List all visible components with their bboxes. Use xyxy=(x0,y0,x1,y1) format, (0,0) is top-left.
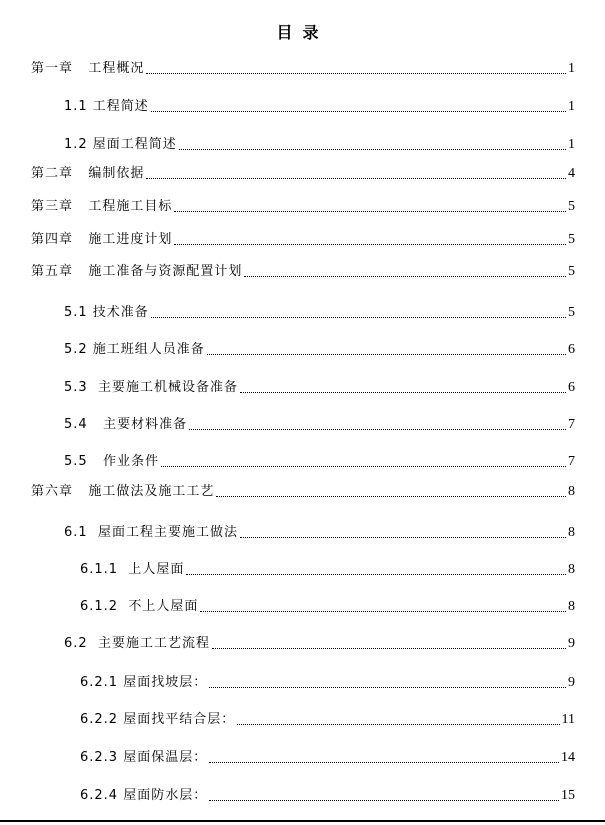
toc-entry-text: 6.2.1 屋面找坡层： xyxy=(80,675,208,690)
toc-entry-5-4[interactable] xyxy=(64,414,575,434)
toc-page-number: 9 xyxy=(568,675,575,690)
bottom-rule xyxy=(0,820,605,822)
dot-leader xyxy=(244,276,566,277)
dot-leader xyxy=(209,762,559,763)
toc-entry-text: 1.1 工程简述 xyxy=(64,99,149,114)
toc-entry-text: 第二章 编制依据 xyxy=(31,166,145,181)
toc-entry-text: 6.1 屋面工程主要施工做法 xyxy=(64,525,238,540)
toc-page-number: 6 xyxy=(568,342,575,357)
toc-entry-text: 5.2 施工班组人员准备 xyxy=(64,342,205,357)
toc-page-number: 8 xyxy=(568,562,575,577)
toc-entry-text: 6.2 主要施工工艺流程 xyxy=(64,636,210,651)
dot-leader xyxy=(240,392,566,393)
toc-page-number: 11 xyxy=(561,712,575,727)
toc-page-number: 8 xyxy=(568,484,575,499)
toc-page-number: 1 xyxy=(568,137,575,152)
toc-page-number: 5 xyxy=(568,199,575,214)
dot-leader xyxy=(237,724,559,725)
toc-entry-chapter-3[interactable] xyxy=(31,196,575,216)
dot-leader xyxy=(151,317,566,318)
toc-page-number: 8 xyxy=(568,599,575,614)
dot-leader xyxy=(207,354,566,355)
dot-leader xyxy=(209,687,566,688)
dot-leader xyxy=(174,244,566,245)
dot-leader xyxy=(216,496,566,497)
toc-page-number: 1 xyxy=(568,61,575,76)
toc-page-number: 5 xyxy=(568,264,575,279)
toc-entry-chapter-5[interactable] xyxy=(31,261,575,281)
toc-page-number: 7 xyxy=(568,454,575,469)
dot-leader xyxy=(212,648,566,649)
dot-leader xyxy=(209,800,559,801)
dot-leader xyxy=(146,178,566,179)
toc-page-number: 4 xyxy=(568,166,575,181)
toc-entry-6-1-1[interactable] xyxy=(80,559,575,579)
dot-leader xyxy=(179,149,566,150)
toc-entry-text: 第六章 施工做法及施工工艺 xyxy=(31,484,215,499)
toc-entry-text: 第一章 工程概况 xyxy=(31,61,145,76)
toc-entry-text: 5.4 主要材料准备 xyxy=(64,417,188,432)
toc-entry-6-2[interactable] xyxy=(64,633,575,653)
toc-entry-1-2[interactable] xyxy=(64,134,575,154)
toc-entry-text: 6.1.2 不上人屋面 xyxy=(80,599,199,614)
toc-entry-text: 1.2 屋面工程简述 xyxy=(64,137,177,152)
toc-page-number: 14 xyxy=(561,750,575,765)
toc-page-number: 8 xyxy=(568,525,575,540)
toc-entry-text: 6.2.2 屋面找平结合层： xyxy=(80,712,236,727)
toc-entry-6-2-2[interactable] xyxy=(80,709,575,729)
toc-entry-text: 6.2.4 屋面防水层： xyxy=(80,788,208,803)
toc-title: 目录 xyxy=(276,23,329,42)
toc-entry-text: 第四章 施工进度计划 xyxy=(31,232,173,247)
toc-entry-6-1-2[interactable] xyxy=(80,596,575,616)
toc-entry-chapter-4[interactable] xyxy=(31,229,575,249)
toc-page-number: 15 xyxy=(561,788,575,803)
toc-page-number: 5 xyxy=(568,305,575,320)
dot-leader xyxy=(151,111,566,112)
toc-page-number: 1 xyxy=(568,99,575,114)
toc-entry-text: 5.3 主要施工机械设备准备 xyxy=(64,380,238,395)
toc-entry-6-2-3[interactable] xyxy=(80,747,575,767)
dot-leader xyxy=(240,537,566,538)
dot-leader xyxy=(161,466,566,467)
dot-leader xyxy=(146,73,566,74)
toc-entry-text: 第三章 工程施工目标 xyxy=(31,199,173,214)
dot-leader xyxy=(189,429,566,430)
toc-entry-6-2-4[interactable] xyxy=(80,785,575,805)
toc-entry-6-2-1[interactable] xyxy=(80,672,575,692)
toc-entry-text: 第五章 施工准备与资源配置计划 xyxy=(31,264,243,279)
toc-entry-6-1[interactable] xyxy=(64,522,575,542)
toc-page-number: 9 xyxy=(568,636,575,651)
toc-entry-chapter-2[interactable] xyxy=(31,163,575,183)
toc-entry-text: 5.5 作业条件 xyxy=(64,454,160,469)
toc-page-number: 7 xyxy=(568,417,575,432)
toc-entry-5-1[interactable] xyxy=(64,302,575,322)
toc-page-number: 5 xyxy=(568,232,575,247)
dot-leader xyxy=(186,574,566,575)
toc-entry-text: 5.1 技术准备 xyxy=(64,305,149,320)
toc-entry-text: 6.1.1 上人屋面 xyxy=(80,562,185,577)
toc-entry-chapter-1[interactable] xyxy=(31,58,575,78)
toc-entry-5-5[interactable] xyxy=(64,451,575,471)
toc-entry-5-3[interactable] xyxy=(64,377,575,397)
toc-entry-text: 6.2.3 屋面保温层： xyxy=(80,750,208,765)
toc-entry-chapter-6[interactable] xyxy=(31,481,575,501)
toc-entry-5-2[interactable] xyxy=(64,339,575,359)
dot-leader xyxy=(200,611,566,612)
toc-page-number: 6 xyxy=(568,380,575,395)
toc-entry-1-1[interactable] xyxy=(64,96,575,116)
dot-leader xyxy=(174,211,566,212)
